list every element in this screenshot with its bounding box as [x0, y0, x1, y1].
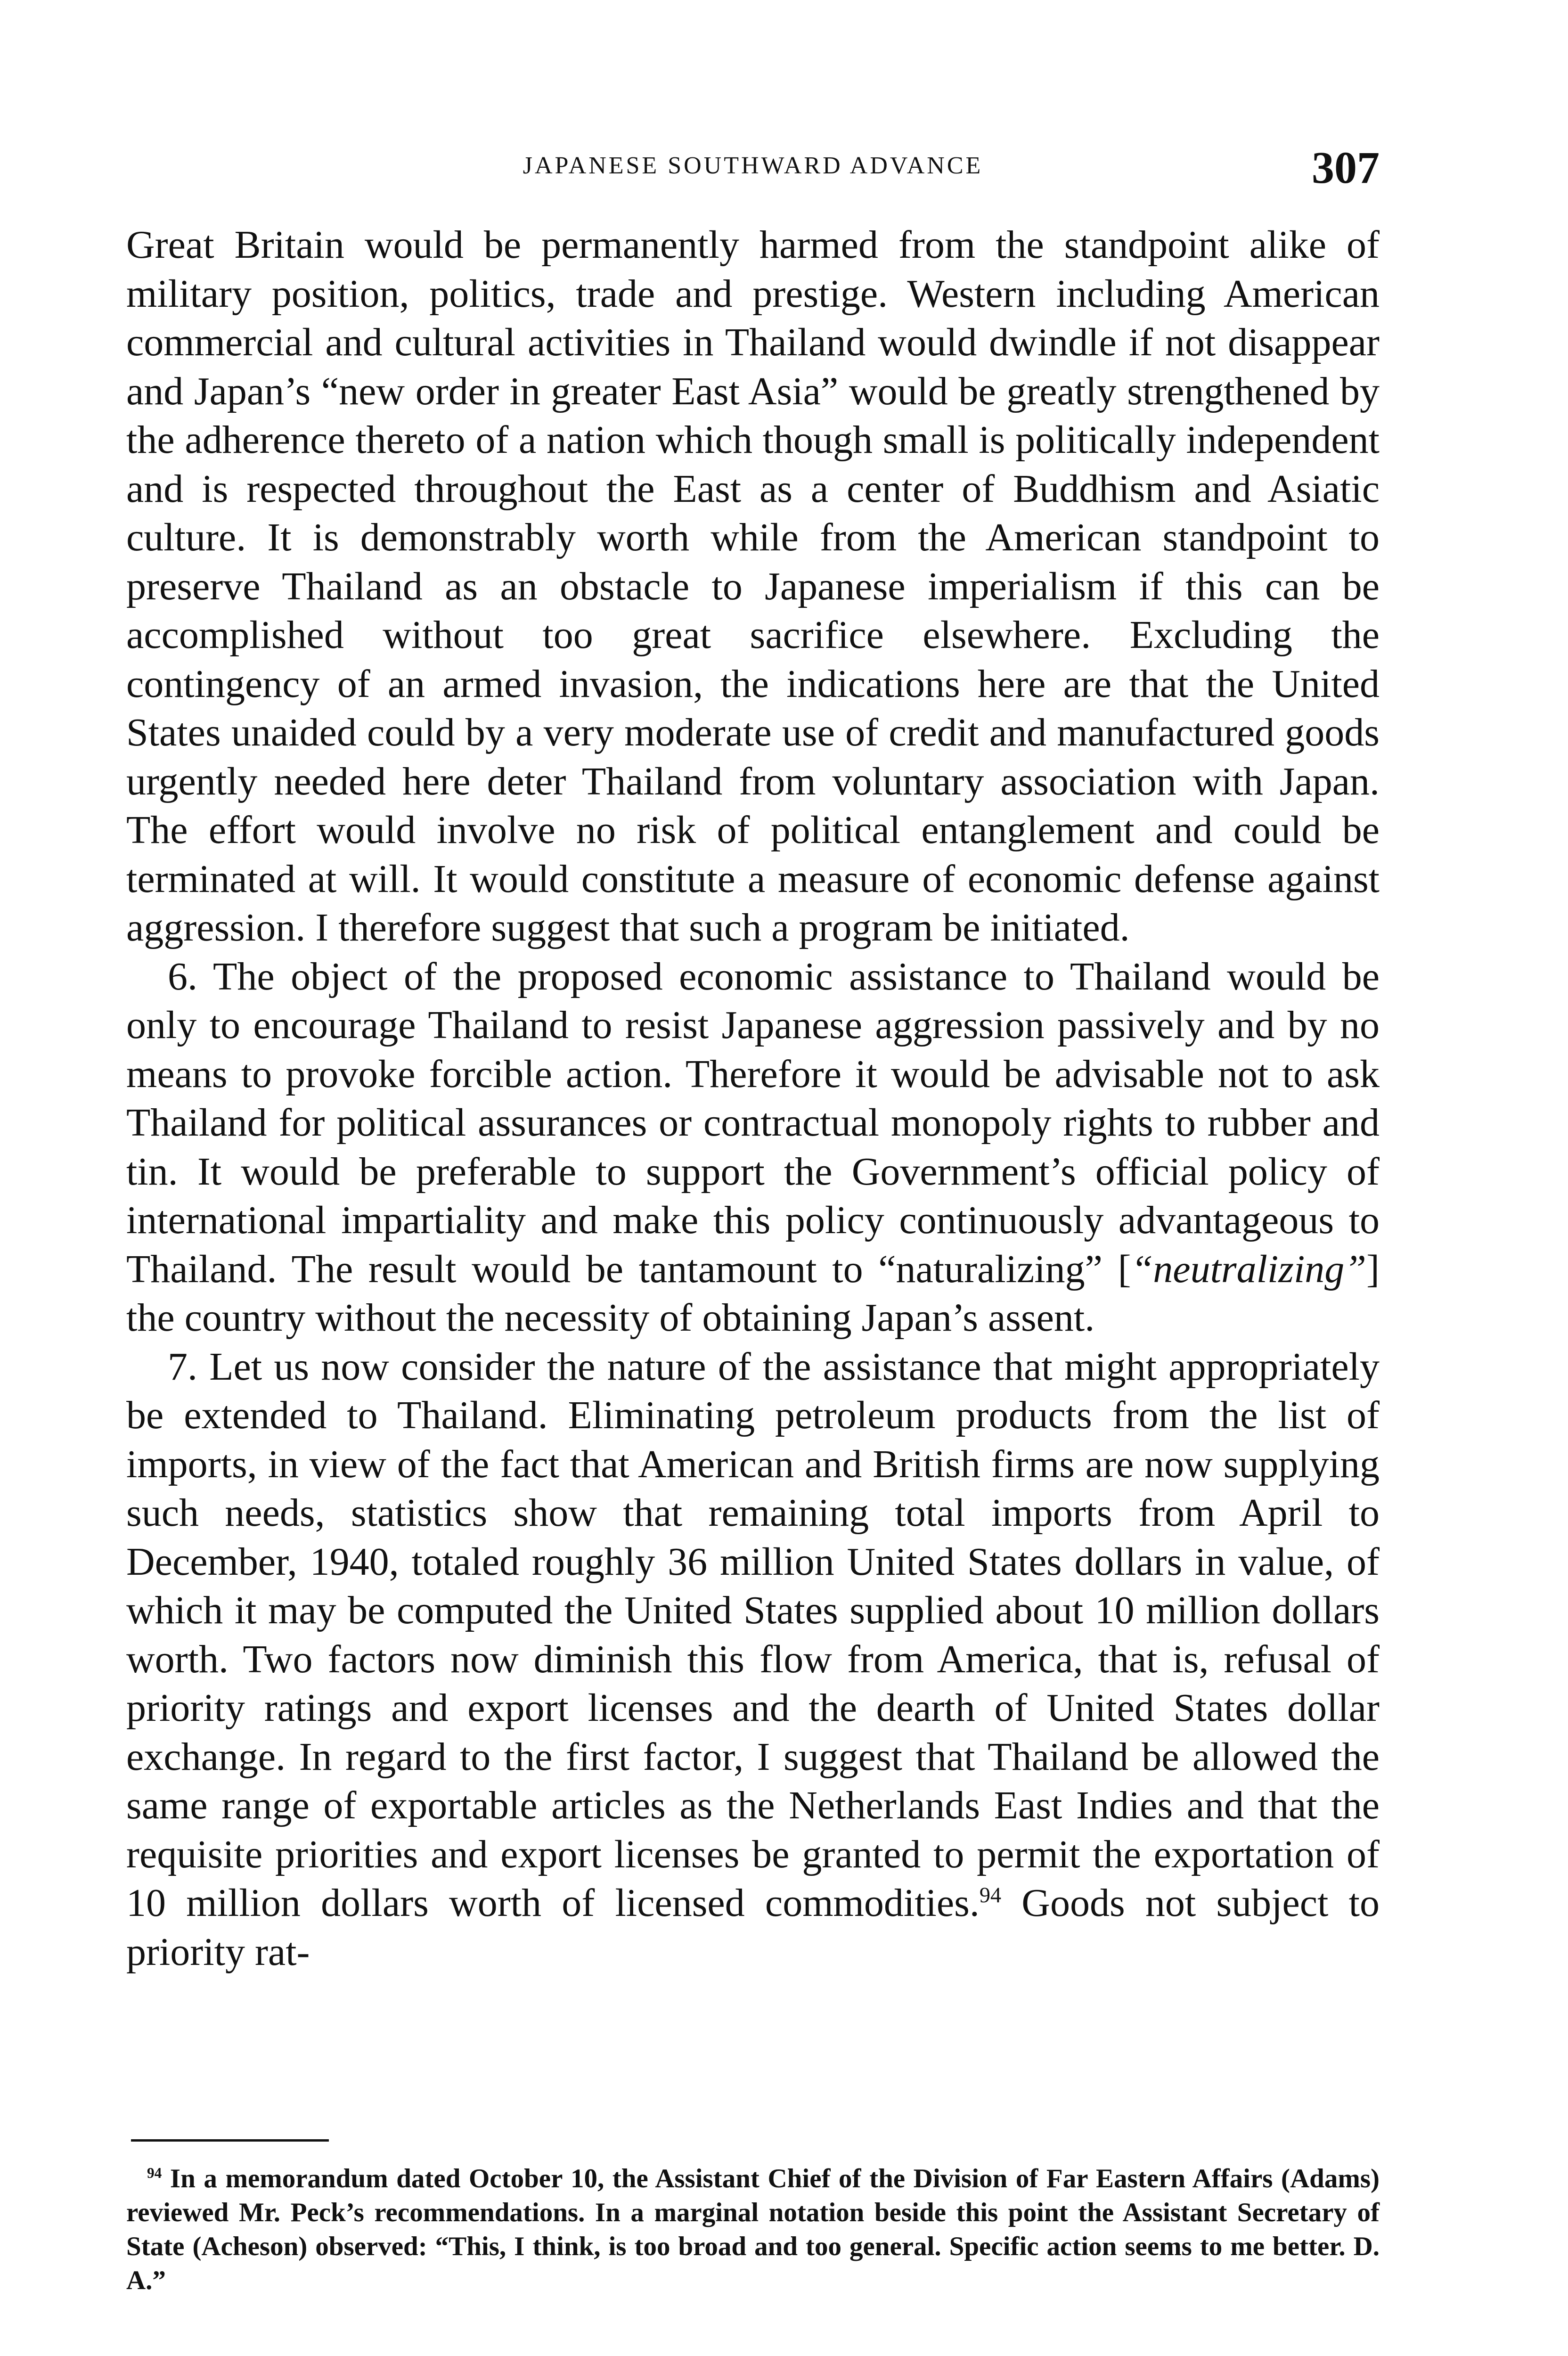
footnote-text: In a memorandum dated October 10, the Assistant Chief of the Division of Far Eastern Affairs (Adams) reviewed Mr. Peck’s recommendations. In a marginal notation beside this point the Assistant Secretary of State (Acheson) observed: “This, I think, is too broad and too general. Specific action seems to me better. D. A.” — [126, 2164, 1380, 2295]
paragraph-6-italic-correction: “neutralizing” — [1131, 1247, 1367, 1291]
paragraph-6-text-b: ] the country without the necessity of obtaining Japan’s assent. — [126, 1247, 1380, 1340]
running-head — [126, 142, 1380, 199]
paragraph-6-text-a: 6. The object of the proposed economic assistance to Thailand would be only to encourage Thailand to resist Japanese aggression passively and by no means to provoke forcible action. Therefore it would be advisable not to ask Thailand for political assurances or contractual monopoly rights to rubber and tin. It would be preferable to support the Government’s official policy of international impartiality and make this policy continuously advantageous to Thailand. The result would be tantamount to “naturalizing” [ — [126, 954, 1380, 1291]
footnote-divider — [131, 2139, 329, 2142]
paragraph-continued — [126, 221, 1380, 952]
paragraph-continued-text: Great Britain would be permanently harmed from the standpoint alike of military position, politics, trade and prestige. Western including American commercial and cultural activities in Thailand would dwindle if not disappear and Japan’s “new order in greater East Asia” would be greatly strengthened by the adherence thereto of a nation which though small is politically independent and is respected throughout the East as a center of Buddhism and Asiatic culture. It is demonstrably worth while from the American standpoint to preserve Thailand as an obstacle to Japanese imperialism if this can be accomplished without too great sacrifice elsewhere. Excluding the contingency of an armed invasion, the indications here are that the United States unaided could by a very moderate use of credit and manufactured goods urgently needed here deter Thailand from voluntary association with Japan. The effort would involve no risk of political entanglement and could be terminated at will. It would constitute a measure of economic defense against aggression. I therefore suggest that such a program be initiated. — [126, 223, 1380, 949]
paragraph-7-text-a: 7. Let us now consider the nature of the assistance that might appropriately be extended to Thailand. Eliminating petroleum products from the list of imports, in view of the fact that American and British firms are now supplying such needs, statistics show that remaining total imports from April to December, 1940, totaled roughly 36 million United States dollars in value, of which it may be computed the United States supplied about 10 million dollars worth. Two factors now diminish this flow from America, that is, refusal of priority ratings and export licenses and the dearth of United States dollar exchange. In regard to the first factor, I suggest that Thailand be allowed the same range of exportable articles as the Netherlands East Indies and that the requisite priorities and export licenses be granted to permit the exportation of 10 million dollars worth of licensed commodities. — [126, 1344, 1380, 1925]
footnote-reference-94[interactable]: 94 — [979, 1883, 1002, 1907]
paragraph-6 — [126, 952, 1380, 1342]
footnote-mark: 94 — [147, 2165, 162, 2181]
paragraph-7 — [126, 1342, 1380, 1977]
paragraph-7-text-b: Goods not subject to priority rat- — [126, 1881, 1380, 1974]
body-text — [126, 221, 1380, 1976]
footnotes — [126, 2162, 1380, 2298]
page-number: 307 — [1312, 142, 1380, 193]
footnote-94 — [126, 2162, 1380, 2298]
running-title: JAPANESE SOUTHWARD ADVANCE — [523, 152, 983, 179]
